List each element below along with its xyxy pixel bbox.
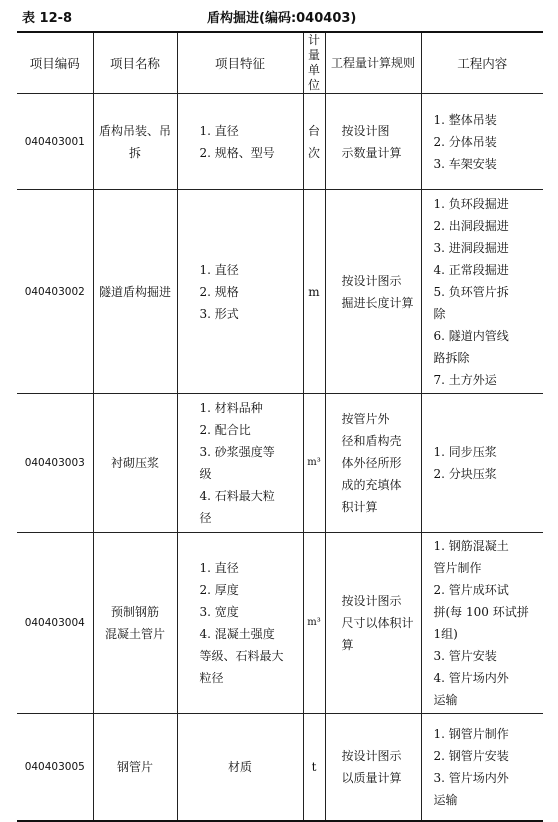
list-item: 1. 整体吊装 bbox=[433, 112, 497, 127]
quota-table bbox=[17, 31, 543, 822]
item-content bbox=[421, 394, 543, 533]
list-item: 运输 bbox=[433, 693, 458, 707]
rule-line: 按设计图示 bbox=[341, 273, 402, 288]
rule-line: 示数量计算 bbox=[341, 145, 402, 160]
rule-line: 按管片外 bbox=[341, 412, 390, 426]
list-item: 3. 车架安装 bbox=[433, 156, 497, 171]
rule-line: 积计算 bbox=[341, 500, 378, 514]
item-content bbox=[421, 94, 543, 190]
header-code: 项目编码 bbox=[17, 32, 93, 94]
content-list bbox=[422, 109, 544, 175]
list-item: 2. 钢管片安装 bbox=[433, 748, 509, 763]
header-unit-label: 计量单位 bbox=[307, 33, 320, 92]
list-item: 等级、石料最大 bbox=[199, 649, 284, 663]
content-list bbox=[422, 535, 544, 711]
item-code: 040403002 bbox=[17, 190, 93, 394]
item-name-line: 预制钢筋 bbox=[110, 605, 159, 619]
content-list bbox=[422, 441, 544, 485]
list-item: 2. 厚度 bbox=[199, 583, 239, 597]
list-item: 4. 管片场内外 bbox=[433, 671, 509, 685]
list-item: 运输 bbox=[433, 792, 458, 807]
list-item: 1. 直径 bbox=[199, 262, 239, 277]
list-item: 1. 钢管片制作 bbox=[433, 726, 509, 741]
list-item: 2. 配合比 bbox=[199, 423, 251, 437]
table-row bbox=[17, 714, 543, 821]
item-features bbox=[177, 394, 303, 533]
item-code: 040403003 bbox=[17, 394, 93, 533]
list-item: 1. 直径 bbox=[199, 561, 239, 575]
list-item: 2. 出洞段掘进 bbox=[433, 218, 509, 233]
rule-line: 按设计图示 bbox=[341, 594, 402, 608]
item-code: 040403005 bbox=[17, 714, 93, 821]
header-row bbox=[17, 32, 543, 94]
item-rule bbox=[325, 394, 421, 533]
item-features bbox=[177, 533, 303, 714]
item-name: 衬砌压浆 bbox=[93, 394, 177, 533]
table-number: 表 12-8 bbox=[22, 11, 73, 26]
table-caption bbox=[0, 0, 558, 34]
list-item: 粒径 bbox=[199, 671, 224, 685]
item-rule bbox=[325, 190, 421, 394]
table-row bbox=[17, 533, 543, 714]
list-item: 3. 管片场内外 bbox=[433, 770, 509, 785]
list-item: 路拆除 bbox=[433, 350, 470, 365]
list-item: 6. 隧道内管线 bbox=[433, 328, 509, 343]
item-unit: m³ bbox=[303, 533, 325, 714]
features-list bbox=[178, 259, 303, 325]
rule-line: 按设计图示 bbox=[341, 748, 402, 763]
header-unit bbox=[303, 32, 325, 94]
item-code: 040403001 bbox=[17, 94, 93, 190]
list-item: 1. 同步压浆 bbox=[433, 445, 497, 459]
table-row bbox=[17, 394, 543, 533]
list-item: 3. 宽度 bbox=[199, 605, 239, 619]
features-list bbox=[178, 756, 303, 778]
list-item: 3. 进洞段掘进 bbox=[433, 240, 509, 255]
list-item: 径 bbox=[199, 511, 212, 525]
list-item: 4. 混凝土强度 bbox=[199, 627, 275, 641]
item-name-line: 混凝土管片 bbox=[104, 627, 165, 641]
item-unit: t bbox=[303, 714, 325, 821]
list-item: 1组) bbox=[433, 627, 458, 641]
rule-line: 尺寸以体积计 bbox=[341, 616, 414, 630]
list-item: 管片制作 bbox=[433, 561, 482, 575]
list-item: 4. 石料最大粒 bbox=[199, 489, 275, 503]
table-row bbox=[17, 190, 543, 394]
list-item: 除 bbox=[433, 306, 446, 321]
table-row bbox=[17, 94, 543, 190]
header-features: 项目特征 bbox=[177, 32, 303, 94]
item-unit: m³ bbox=[303, 394, 325, 533]
item-content bbox=[421, 190, 543, 394]
table-title: 盾构掘进(编码:040403) bbox=[207, 11, 357, 26]
item-rule bbox=[325, 94, 421, 190]
header-rule: 工程量计算规则 bbox=[325, 32, 421, 94]
item-features bbox=[177, 714, 303, 821]
list-item: 级 bbox=[199, 467, 212, 481]
rule-line: 以质量计算 bbox=[341, 770, 402, 785]
list-item: 1. 负环段掘进 bbox=[433, 196, 509, 211]
content-list bbox=[422, 193, 544, 391]
item-features bbox=[177, 190, 303, 394]
content-list bbox=[422, 723, 544, 811]
rule-line: 体外径所形 bbox=[341, 456, 402, 470]
item-code: 040403004 bbox=[17, 533, 93, 714]
list-item: 5. 负环管片拆 bbox=[433, 284, 509, 299]
list-item: 1. 直径 bbox=[199, 123, 239, 138]
list-item: 3. 砂浆强度等 bbox=[199, 445, 275, 459]
list-item: 4. 正常段掘进 bbox=[433, 262, 509, 277]
rule-line: 算 bbox=[341, 638, 354, 652]
item-name: 隧道盾构掘进 bbox=[93, 190, 177, 394]
list-item: 1. 材料品种 bbox=[199, 401, 263, 415]
rule-line: 成的充填体 bbox=[341, 478, 402, 492]
item-content bbox=[421, 533, 543, 714]
item-features bbox=[177, 94, 303, 190]
features-list bbox=[178, 120, 303, 164]
features-list bbox=[178, 397, 303, 529]
item-rule bbox=[325, 714, 421, 821]
list-item: 拼(每 100 环试拼 bbox=[433, 605, 529, 619]
item-name bbox=[93, 533, 177, 714]
item-name: 钢管片 bbox=[93, 714, 177, 821]
list-item: 2. 规格、型号 bbox=[199, 145, 275, 160]
list-item: 2. 分体吊装 bbox=[433, 134, 497, 149]
list-item: 7. 土方外运 bbox=[433, 372, 497, 387]
list-item: 材质 bbox=[227, 759, 252, 774]
item-name: 盾构吊装、吊拆 bbox=[93, 94, 177, 190]
rule-line: 径和盾构壳 bbox=[341, 434, 402, 448]
list-item: 2. 规格 bbox=[199, 284, 239, 299]
list-item: 2. 管片成环试 bbox=[433, 583, 509, 597]
item-unit: 台次 bbox=[303, 94, 325, 190]
list-item: 2. 分块压浆 bbox=[433, 467, 497, 481]
rule-line: 按设计图 bbox=[341, 123, 390, 138]
header-name: 项目名称 bbox=[93, 32, 177, 94]
list-item: 3. 管片安装 bbox=[433, 649, 497, 663]
item-unit: m bbox=[303, 190, 325, 394]
header-content: 工程内容 bbox=[421, 32, 543, 94]
item-content bbox=[421, 714, 543, 821]
list-item: 3. 形式 bbox=[199, 306, 239, 321]
item-rule bbox=[325, 533, 421, 714]
features-list bbox=[178, 557, 303, 689]
list-item: 1. 钢筋混凝土 bbox=[433, 539, 509, 553]
rule-line: 掘进长度计算 bbox=[341, 295, 414, 310]
